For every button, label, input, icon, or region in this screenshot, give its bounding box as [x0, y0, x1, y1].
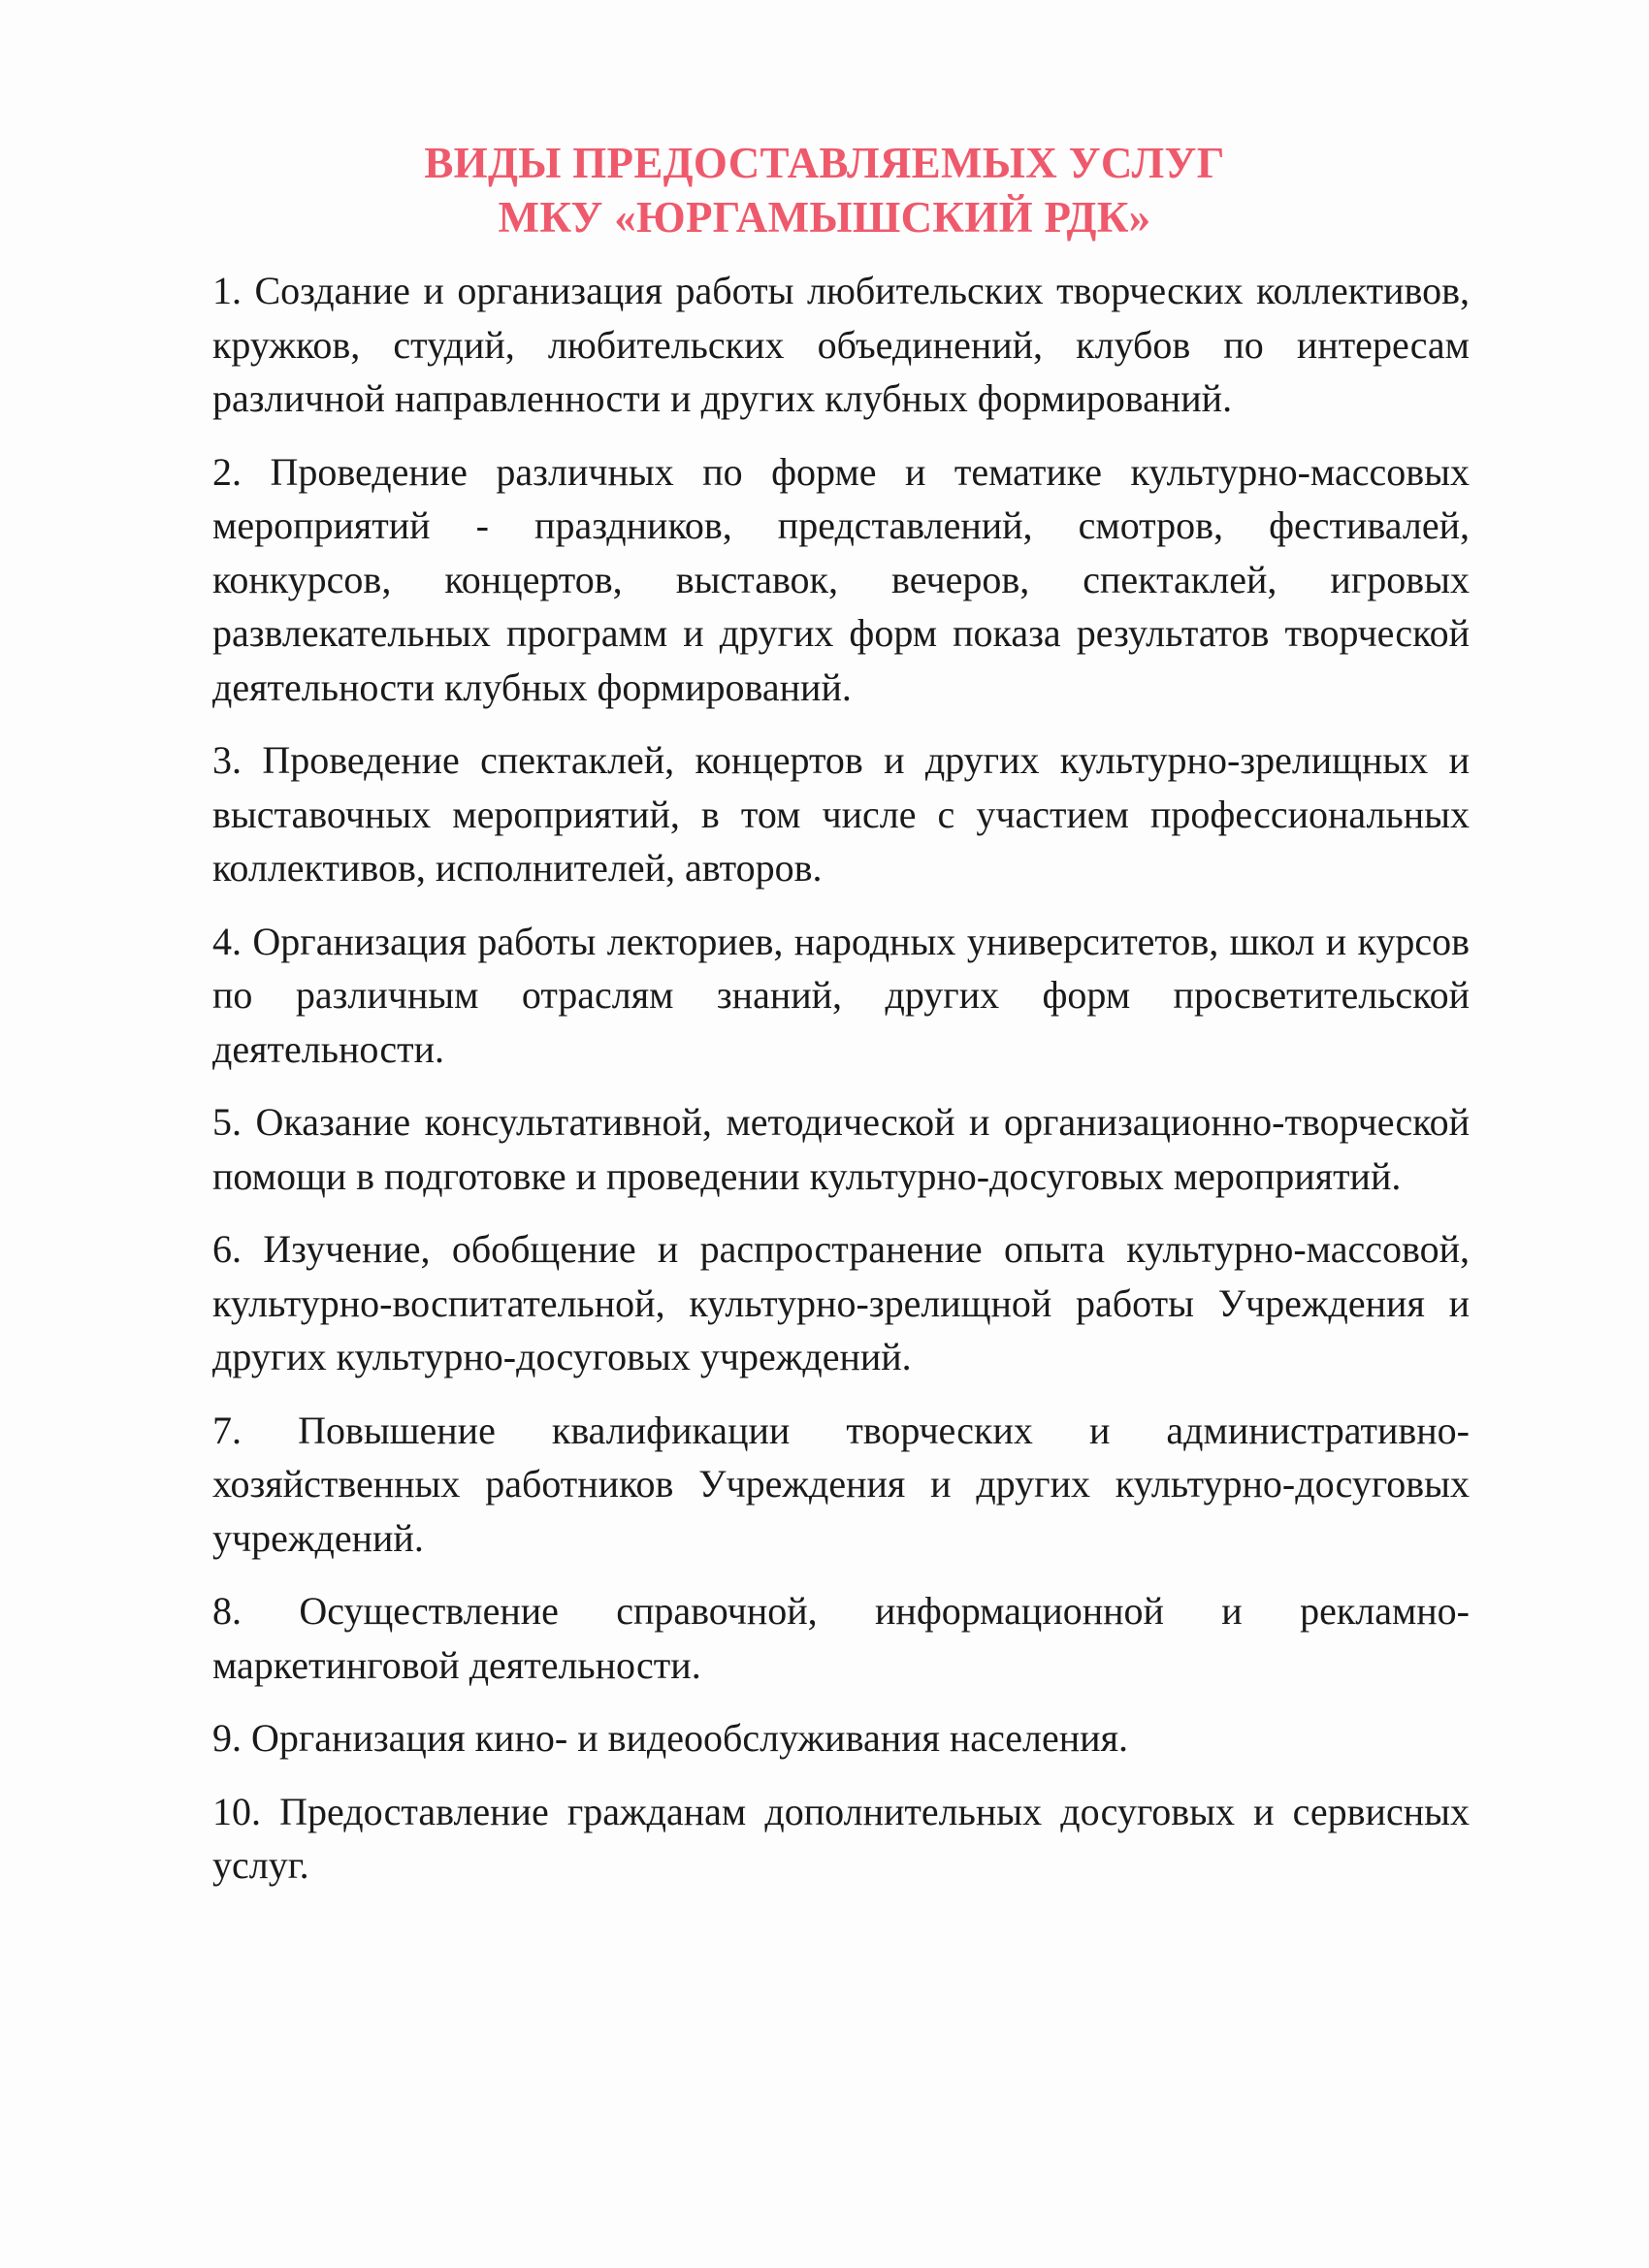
- title-line-2: МКУ «ЮРГАМЫШСКИЙ РДК»: [498, 193, 1151, 242]
- item-number: 10.: [212, 1789, 261, 1833]
- item-number: 1.: [212, 269, 242, 312]
- item-text: Осуществление справочной, информационной и рекламно-маркетинговой деятельности.: [212, 1589, 1471, 1687]
- services-list: [212, 264, 1470, 1912]
- item-number: 3.: [212, 738, 242, 782]
- list-item: [212, 1095, 1470, 1203]
- item-number: 4.: [212, 919, 242, 963]
- list-item: [212, 1222, 1470, 1384]
- list-item: [212, 1404, 1470, 1566]
- item-text: Предоставление гражданам дополнительных досуговых и сервисных услуг.: [212, 1789, 1470, 1887]
- item-text: Организация работы лекториев, народных университетов, школ и курсов по различным отраслям знаний, других форм просветительской деятельности.: [212, 919, 1471, 1071]
- list-item: [212, 264, 1470, 426]
- list-item: [212, 915, 1470, 1077]
- item-number: 5.: [212, 1100, 242, 1144]
- list-item: [212, 1584, 1470, 1692]
- item-text: Создание и организация работы любительских творческих коллективов, кружков, студий, любительских объединений, клубов по интересам различной направленности и других клубных формирований.: [212, 269, 1471, 420]
- list-item: [212, 445, 1470, 715]
- list-item: [212, 1711, 1470, 1766]
- item-text: Повышение квалификации творческих и административно-хозяйственных работников Учреждения и других культурно-досуговых учреждений.: [212, 1408, 1471, 1560]
- item-text: Изучение, обобщение и распространение опыта культурно-массовой, культурно-воспитательной, культурно-зрелищной работы Учреждения и других культурно-досуговых учреждений.: [212, 1227, 1471, 1378]
- list-item: [212, 733, 1470, 895]
- item-number: 8.: [212, 1589, 242, 1633]
- list-item: [212, 1785, 1470, 1893]
- title-line-1: ВИДЫ ПРЕДОСТАВЛЯЕМЫХ УСЛУГ: [424, 139, 1225, 187]
- item-text: Проведение спектаклей, концертов и других культурно-зрелищных и выставочных мероприятий, в том числе с участием профессиональных коллективов, исполнителей, авторов.: [212, 738, 1470, 890]
- item-number: 7.: [212, 1408, 242, 1452]
- document-title: [0, 136, 1649, 244]
- item-number: 2.: [212, 449, 242, 494]
- item-number: 9.: [212, 1716, 242, 1760]
- item-text: Оказание консультативной, методической и организационно-творческой помощи в подготовке и проведении культурно-досуговых мероприятий.: [212, 1100, 1471, 1198]
- item-number: 6.: [212, 1227, 242, 1271]
- item-text: Проведение различных по форме и тематике культурно-массовых мероприятий - праздников, представлений, смотров, фестивалей, конкурсов, концертов, выставок, вечеров, спектаклей, игровых развлекательных программ и других форм показа результатов творческой деятельности клубных формирований.: [212, 449, 1470, 709]
- item-text: Организация кино- и видеообслуживания населения.: [251, 1716, 1128, 1760]
